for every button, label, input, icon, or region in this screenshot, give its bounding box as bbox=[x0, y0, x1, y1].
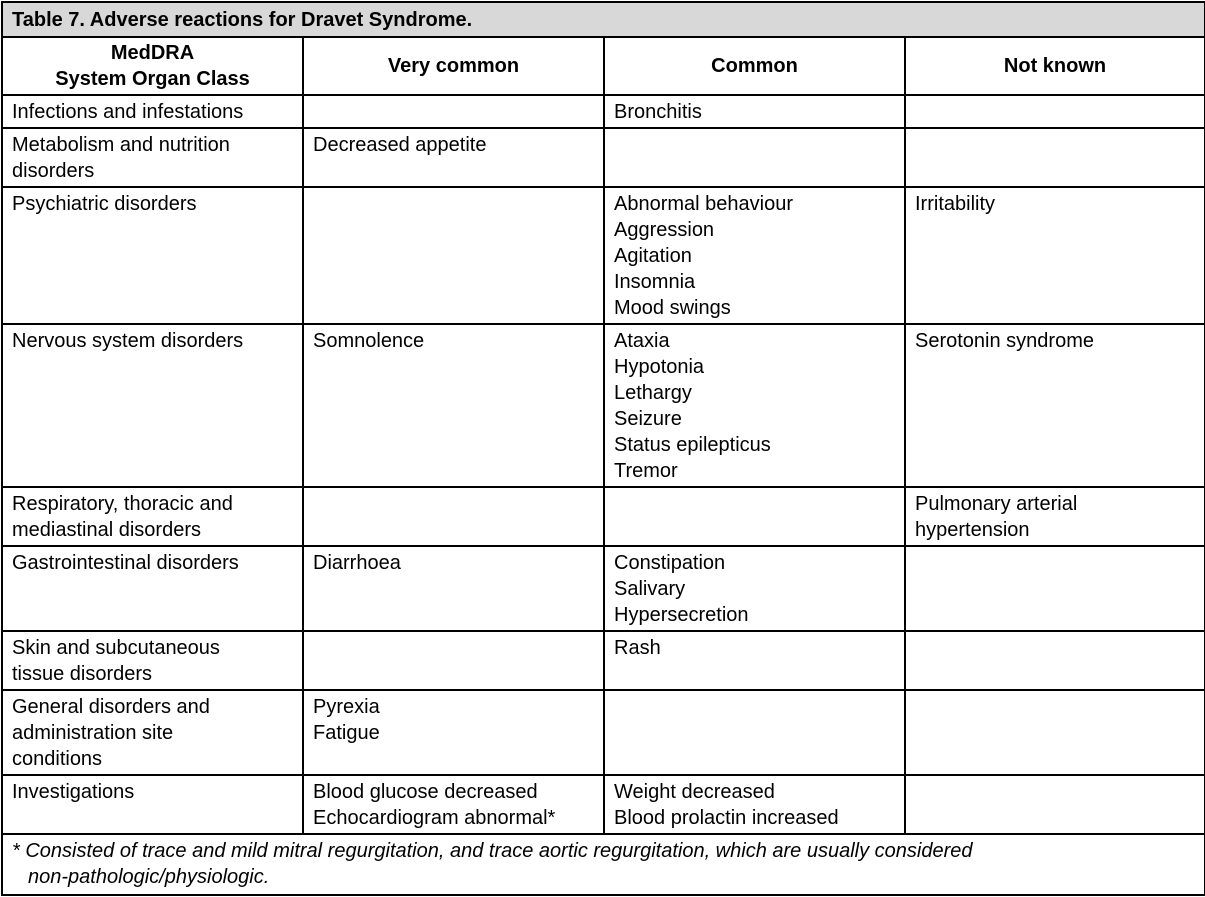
header-meddra: MedDRA bbox=[110, 42, 195, 64]
footnote-line-2: non-pathologic/physiologic. bbox=[28, 866, 270, 888]
soc-cell bbox=[2, 187, 303, 324]
cell-line: Seizure bbox=[614, 408, 682, 430]
cell-line: Metabolism and nutrition bbox=[12, 134, 230, 156]
cell-line: Skin and subcutaneous bbox=[12, 637, 220, 659]
cell-line: Constipation bbox=[614, 552, 726, 574]
cell-line: Ataxia bbox=[614, 330, 670, 352]
header-common: Common bbox=[604, 37, 905, 95]
common-cell bbox=[604, 187, 905, 324]
cell-line: hypertension bbox=[915, 519, 1030, 541]
cell-line: Blood prolactin increased bbox=[614, 807, 839, 829]
cell-line: conditions bbox=[12, 748, 103, 770]
soc-cell bbox=[2, 324, 303, 487]
cell-line: Psychiatric disorders bbox=[12, 193, 197, 215]
cell-line: Hypersecretion bbox=[614, 604, 749, 626]
not-known-cell bbox=[905, 631, 1205, 690]
not-known-cell bbox=[905, 95, 1205, 128]
adverse-reactions-table-container bbox=[1, 1, 1204, 896]
common-cell bbox=[604, 690, 905, 775]
cell-line: Pulmonary arterial bbox=[915, 493, 1078, 515]
cell-line: Irritability bbox=[915, 193, 996, 215]
soc-cell bbox=[2, 487, 303, 546]
common-cell bbox=[604, 95, 905, 128]
cell-line: Mood swings bbox=[614, 297, 731, 319]
cell-line: Tremor bbox=[614, 460, 678, 482]
cell-line: Fatigue bbox=[313, 722, 380, 744]
table-row bbox=[2, 324, 1205, 487]
cell-line: Echocardiogram abnormal* bbox=[313, 807, 556, 829]
common-cell bbox=[604, 487, 905, 546]
cell-line: Investigations bbox=[12, 781, 135, 803]
adverse-reactions-table bbox=[1, 1, 1205, 896]
cell-line: Aggression bbox=[614, 219, 715, 241]
very-common-cell bbox=[303, 324, 604, 487]
header-not-known: Not known bbox=[905, 37, 1205, 95]
cell-line: Diarrhoea bbox=[313, 552, 401, 574]
very-common-cell bbox=[303, 128, 604, 187]
cell-line: Lethargy bbox=[614, 382, 692, 404]
very-common-cell bbox=[303, 187, 604, 324]
table-row bbox=[2, 95, 1205, 128]
not-known-cell bbox=[905, 690, 1205, 775]
soc-cell bbox=[2, 775, 303, 834]
cell-line: Decreased appetite bbox=[313, 134, 487, 156]
soc-cell bbox=[2, 690, 303, 775]
cell-line: Respiratory, thoracic and bbox=[12, 493, 233, 515]
very-common-cell bbox=[303, 631, 604, 690]
common-cell bbox=[604, 775, 905, 834]
cell-line: Weight decreased bbox=[614, 781, 775, 803]
common-cell bbox=[604, 546, 905, 631]
cell-line: Hypotonia bbox=[614, 356, 705, 378]
very-common-cell bbox=[303, 775, 604, 834]
cell-line: Salivary bbox=[614, 578, 686, 600]
not-known-cell bbox=[905, 487, 1205, 546]
common-cell bbox=[604, 128, 905, 187]
common-cell bbox=[604, 631, 905, 690]
not-known-cell bbox=[905, 187, 1205, 324]
cell-line: Serotonin syndrome bbox=[915, 330, 1094, 352]
cell-line: Blood glucose decreased bbox=[313, 781, 538, 803]
not-known-cell bbox=[905, 775, 1205, 834]
cell-line: Agitation bbox=[614, 245, 692, 267]
not-known-cell bbox=[905, 128, 1205, 187]
cell-line: Rash bbox=[614, 637, 661, 659]
very-common-cell bbox=[303, 546, 604, 631]
cell-line: Gastrointestinal disorders bbox=[12, 552, 239, 574]
table-title: Table 7. Adverse reactions for Dravet Syndrome. bbox=[2, 2, 1205, 37]
not-known-cell bbox=[905, 546, 1205, 631]
cell-line: General disorders and bbox=[12, 696, 210, 718]
cell-line: administration site bbox=[12, 722, 174, 744]
soc-cell bbox=[2, 631, 303, 690]
header-row bbox=[2, 37, 1205, 95]
table-row bbox=[2, 546, 1205, 631]
cell-line: Bronchitis bbox=[614, 101, 702, 123]
header-very-common: Very common bbox=[303, 37, 604, 95]
cell-line: tissue disorders bbox=[12, 663, 153, 685]
table-row bbox=[2, 187, 1205, 324]
header-soc: System Organ Class bbox=[55, 68, 250, 90]
cell-line: Status epilepticus bbox=[614, 434, 771, 456]
soc-cell bbox=[2, 546, 303, 631]
cell-line: Abnormal behaviour bbox=[614, 193, 793, 215]
footnote-line-1: * Consisted of trace and mild mitral regurgitation, and trace aortic regurgitation, which are usually considered bbox=[12, 840, 973, 862]
cell-line: Insomnia bbox=[614, 271, 696, 293]
cell-line: Somnolence bbox=[313, 330, 425, 352]
soc-cell bbox=[2, 95, 303, 128]
cell-line: disorders bbox=[12, 160, 95, 182]
cell-line: Infections and infestations bbox=[12, 101, 244, 123]
very-common-cell bbox=[303, 690, 604, 775]
very-common-cell bbox=[303, 95, 604, 128]
table-row bbox=[2, 775, 1205, 834]
soc-cell bbox=[2, 128, 303, 187]
footnote bbox=[2, 834, 1205, 895]
table-row bbox=[2, 128, 1205, 187]
cell-line: Pyrexia bbox=[313, 696, 380, 718]
table-row bbox=[2, 690, 1205, 775]
common-cell bbox=[604, 324, 905, 487]
cell-line: mediastinal disorders bbox=[12, 519, 201, 541]
very-common-cell bbox=[303, 487, 604, 546]
footnote-row bbox=[2, 834, 1205, 895]
table-row bbox=[2, 487, 1205, 546]
not-known-cell bbox=[905, 324, 1205, 487]
header-system-organ-class bbox=[2, 37, 303, 95]
table-row bbox=[2, 631, 1205, 690]
title-row bbox=[2, 2, 1205, 37]
cell-line: Nervous system disorders bbox=[12, 330, 244, 352]
